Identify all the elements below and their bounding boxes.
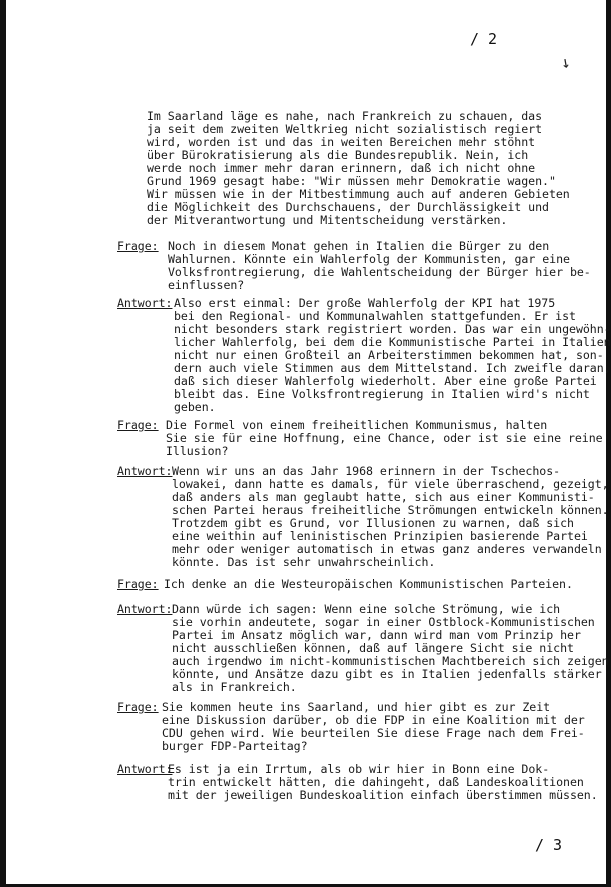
answer-label: Antwort: bbox=[117, 296, 173, 310]
paragraph-line: könnte. Das ist sehr unwahrscheinlich. bbox=[172, 555, 436, 569]
question-label: Frage: bbox=[117, 577, 159, 591]
paragraph-line: sie vorhin andeutete, sogar in einer Ostblock-Kommunistischen bbox=[172, 615, 595, 629]
page-number-bottom: / 3 bbox=[535, 836, 563, 854]
paragraph-line: nicht nur einen Großteil an Arbeiterstimmen bekommen hat, son- bbox=[174, 348, 604, 362]
paragraph-line: Illusion? bbox=[166, 444, 229, 458]
paragraph-line: nicht ausschließen können, daß auf längere Sicht sie nicht bbox=[172, 641, 574, 655]
paragraph-line: Wir müssen wie in der Mitbestimmung auch auf anderen Gebieten bbox=[147, 187, 570, 201]
paragraph-line: burger FDP-Parteitag? bbox=[162, 739, 308, 753]
paragraph-line: geben. bbox=[174, 400, 216, 414]
paragraph-line: Volksfrontregierung, die Wahlentscheidung der Bürger hier be- bbox=[168, 265, 591, 279]
paragraph-line: eine Diskussion darüber, ob die FDP in eine Koalition mit der bbox=[162, 713, 585, 727]
paragraph-line: CDU gehen wird. Wie beurteilen Sie diese Frage nach dem Frei- bbox=[162, 726, 585, 740]
paragraph-line: werde noch immer mehr daran erinnern, daß ich nicht ohne bbox=[147, 161, 536, 175]
scan-mark: ↘ bbox=[557, 50, 577, 73]
paragraph-line: einflussen? bbox=[168, 278, 245, 292]
paragraph-line: trin entwickelt hätten, die dahingeht, daß Landeskoalitionen bbox=[168, 775, 584, 789]
paragraph-line: auch irgendwo im nicht-kommunistischen Machtbereich sich zeigen bbox=[172, 654, 609, 668]
paragraph-line: könnte, und Ansätze dazu gibt es in Italien jedenfalls stärker bbox=[172, 667, 602, 681]
paragraph-line: dern auch viele Stimmen aus dem Mittelstand. Ich zweifle daran, bbox=[174, 361, 611, 375]
paragraph-line: Partei im Ansatz möglich war, dann wird man vom Prinzip her bbox=[172, 628, 581, 642]
paragraph-line: lowakei, dann hatte es damals, für viele überraschend, gezeigt, bbox=[172, 477, 609, 491]
paragraph-line: licher Wahlerfolg, bei dem die Kommunistische Partei in Italien bbox=[174, 335, 611, 349]
paragraph-line: bei den Regional- und Kommunalwahlen stattgefunden. Er ist bbox=[174, 309, 576, 323]
paragraph-line: daß anders als man geglaubt hatte, sich aus einer Kommunisti- bbox=[172, 490, 595, 504]
paragraph-line: schen Partei heraus freiheitliche Strömungen entwickeln können. bbox=[172, 503, 609, 517]
answer-label: Antwort: bbox=[117, 464, 173, 478]
paragraph-line: nicht besonders stark registriert worden. Das war ein ungewöhn- bbox=[174, 322, 611, 336]
paragraph-line: Es ist ja ein Irrtum, als ob wir hier in Bonn eine Dok- bbox=[168, 762, 550, 776]
paragraph-line: Im Saarland läge es nahe, nach Frankreich zu schauen, das bbox=[147, 109, 543, 123]
paragraph-line: Grund 1969 gesagt habe: "Wir müssen mehr Demokratie wagen." bbox=[147, 174, 556, 188]
paragraph-line: Dann würde ich sagen: Wenn eine solche Strömung, wie ich bbox=[172, 602, 561, 616]
question-label: Frage: bbox=[117, 418, 159, 432]
paragraph-line: Wenn wir uns an das Jahr 1968 erinnern in der Tschechos- bbox=[172, 464, 561, 478]
paragraph-line: mit der jeweiligen Bundeskoalition einfach überstimmen müssen. bbox=[168, 788, 598, 802]
paragraph-line: der Mitverantwortung und Mitentscheidung verstärken. bbox=[147, 213, 508, 227]
page-number-top: / 2 bbox=[470, 30, 498, 48]
paragraph-line: daß sich dieser Wahlerfolg wiederholt. Aber eine große Partei bbox=[174, 374, 597, 388]
paragraph-line: bleibt das. Eine Volksfrontregierung in Italien wird's nicht bbox=[174, 387, 590, 401]
paragraph-line: die Möglichkeit des Durchschauens, der Durchlässigkeit und bbox=[147, 200, 549, 214]
paragraph-line: Trotzdem gibt es Grund, vor Illusionen zu warnen, daß sich bbox=[172, 516, 574, 530]
paragraph-line: wird, worden ist und das in weiten Bereichen mehr stöhnt bbox=[147, 135, 536, 149]
paragraph-line: Sie sie für eine Hoffnung, eine Chance, oder ist sie eine reine bbox=[166, 431, 603, 445]
paragraph-line: Also erst einmal: Der große Wahlerfolg der KPI hat 1975 bbox=[174, 296, 556, 310]
question-label: Frage: bbox=[117, 239, 159, 253]
paragraph-line: Ich denke an die Westeuropäischen Kommunistischen Parteien. bbox=[164, 577, 573, 591]
paragraph-line: Sie kommen heute ins Saarland, und hier gibt es zur Zeit bbox=[162, 700, 551, 714]
paragraph-line: Die Formel von einem freiheitlichen Kommunismus, halten bbox=[166, 418, 548, 432]
paragraph-line: mehr oder weniger automatisch in etwas ganz anderes verwandeln bbox=[172, 542, 602, 556]
paragraph-line: Wahlurnen. Könnte ein Wahlerfolg der Kommunisten, gar eine bbox=[168, 252, 570, 266]
question-label: Frage: bbox=[117, 700, 159, 714]
paragraph-line: Noch in diesem Monat gehen in Italien die Bürger zu den bbox=[168, 239, 550, 253]
paragraph-line: ja seit dem zweiten Weltkrieg nicht sozialistisch regiert bbox=[147, 122, 543, 136]
answer-label: Antwort: bbox=[117, 762, 173, 776]
paragraph-line: eine weithin auf leninistischen Prinzipien basierende Partei bbox=[172, 529, 588, 543]
paragraph-line: über Bürokratisierung als die Bundesrepublik. Nein, ich bbox=[147, 148, 529, 162]
answer-label: Antwort: bbox=[117, 602, 173, 616]
paragraph-line: als in Frankreich. bbox=[172, 680, 297, 694]
